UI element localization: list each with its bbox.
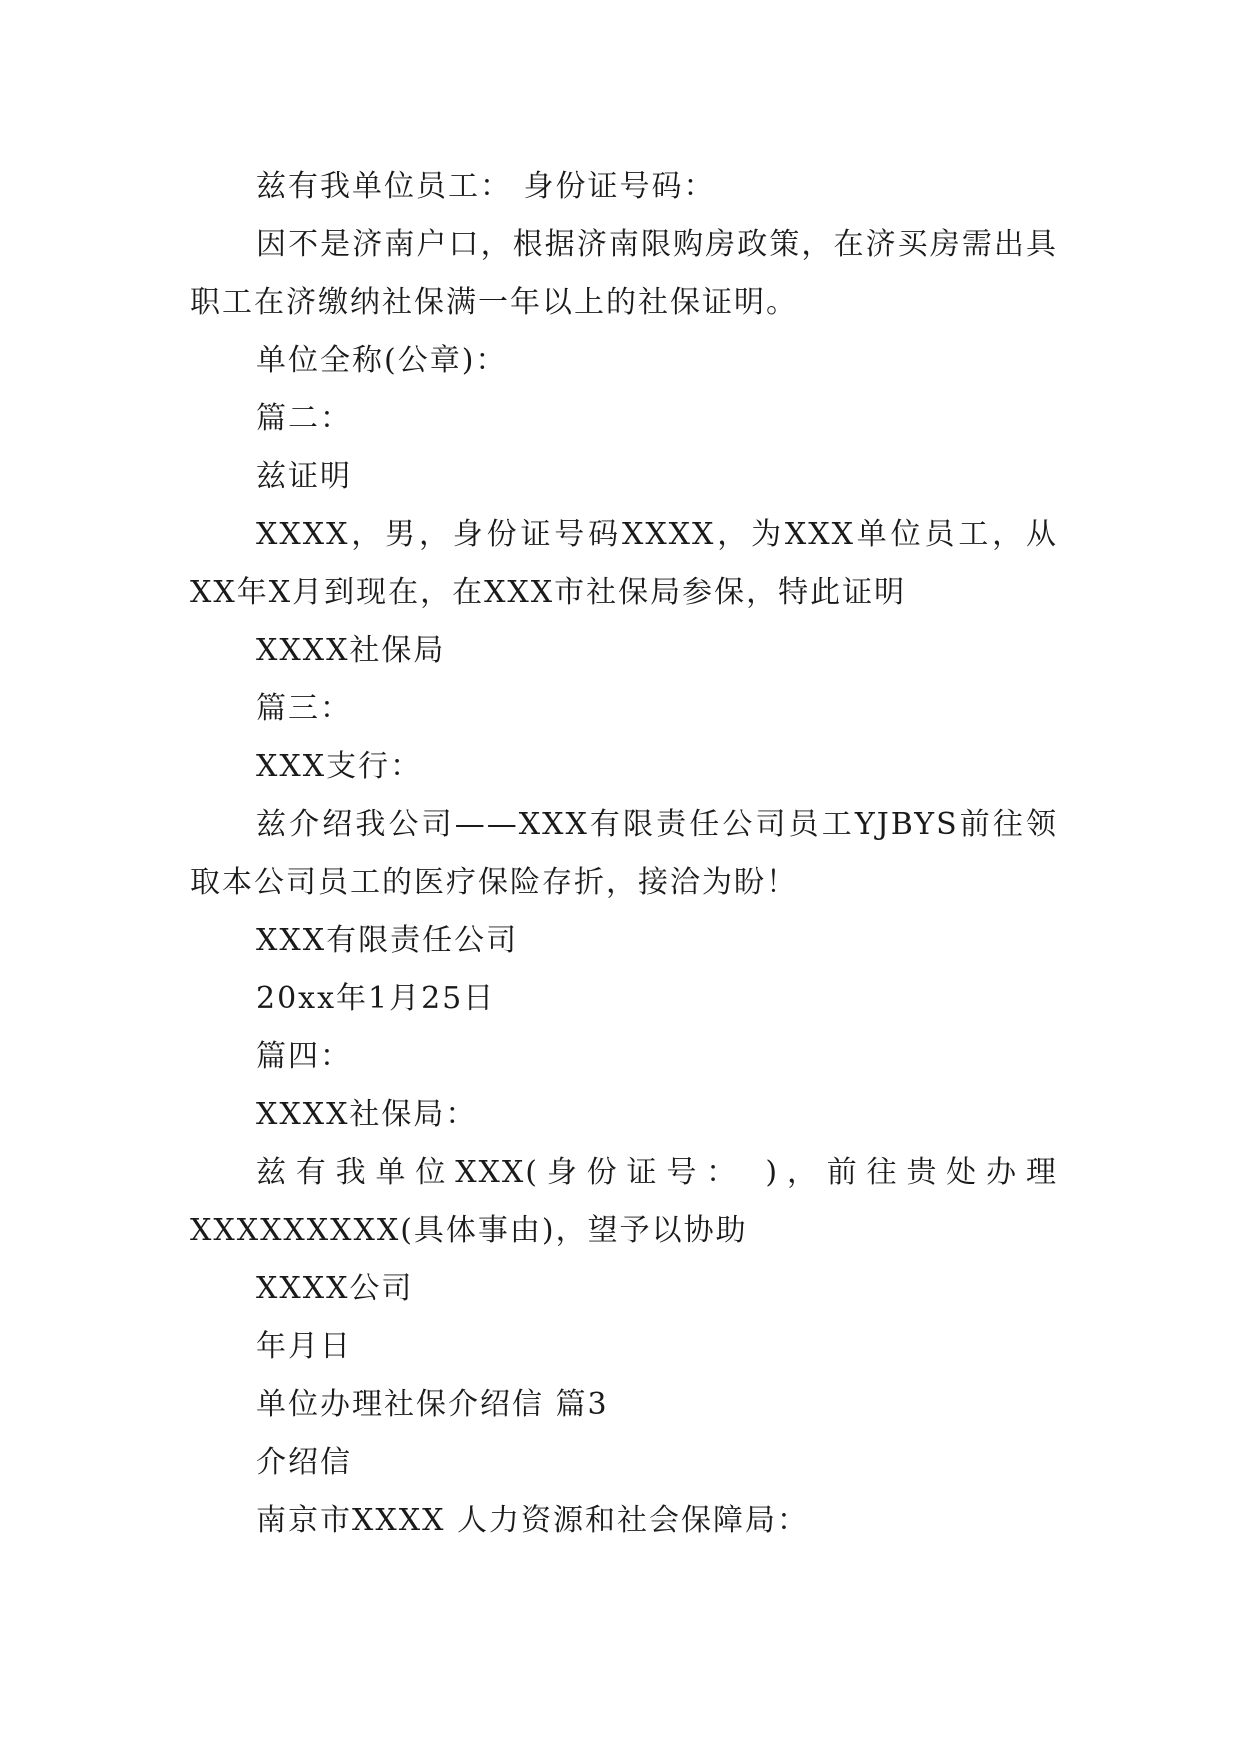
paragraph: 兹证明 <box>256 459 352 494</box>
signature-line: XXXX社保局 <box>256 633 446 668</box>
paragraph: 单位全称(公章)： <box>256 343 508 378</box>
paragraph: 兹有我单位员工： 身份证号码： <box>256 169 716 204</box>
salutation: XXX支行： <box>256 749 423 784</box>
paragraph: 兹介绍我公司——XXX有限责任公司员工YJBYS前往领取本公司员工的医疗保险存折，接洽为盼！ <box>190 807 1058 900</box>
date-line: 20xx年1月25日 <box>256 981 496 1016</box>
section-heading: 篇四： <box>256 1039 352 1074</box>
signature-line: XXX有限责任公司 <box>256 923 519 958</box>
letter-title: 介绍信 <box>256 1445 352 1480</box>
section-heading: 单位办理社保介绍信 篇3 <box>256 1387 609 1422</box>
document-body <box>190 158 1058 1550</box>
paragraph: 兹有我单位XXX(身份证号： )，前往贵处办理XXXXXXXXX(具体事由)，望予以协助 <box>190 1155 1058 1248</box>
section-heading: 篇三： <box>256 691 352 726</box>
paragraph: 因不是济南户口，根据济南限购房政策，在济买房需出具职工在济缴纳社保满一年以上的社保证明。 <box>190 227 1058 320</box>
section-heading: 篇二： <box>256 401 352 436</box>
signature-line: XXXX公司 <box>256 1271 414 1306</box>
date-line: 年月日 <box>256 1329 352 1364</box>
paragraph: XXXX，男，身份证号码XXXX，为XXX单位员工，从XX年X月到现在，在XXX市社保局参保，特此证明 <box>190 517 1058 610</box>
salutation: 南京市XXXX 人力资源和社会保障局： <box>256 1503 809 1538</box>
salutation: XXXX社保局： <box>256 1097 478 1132</box>
